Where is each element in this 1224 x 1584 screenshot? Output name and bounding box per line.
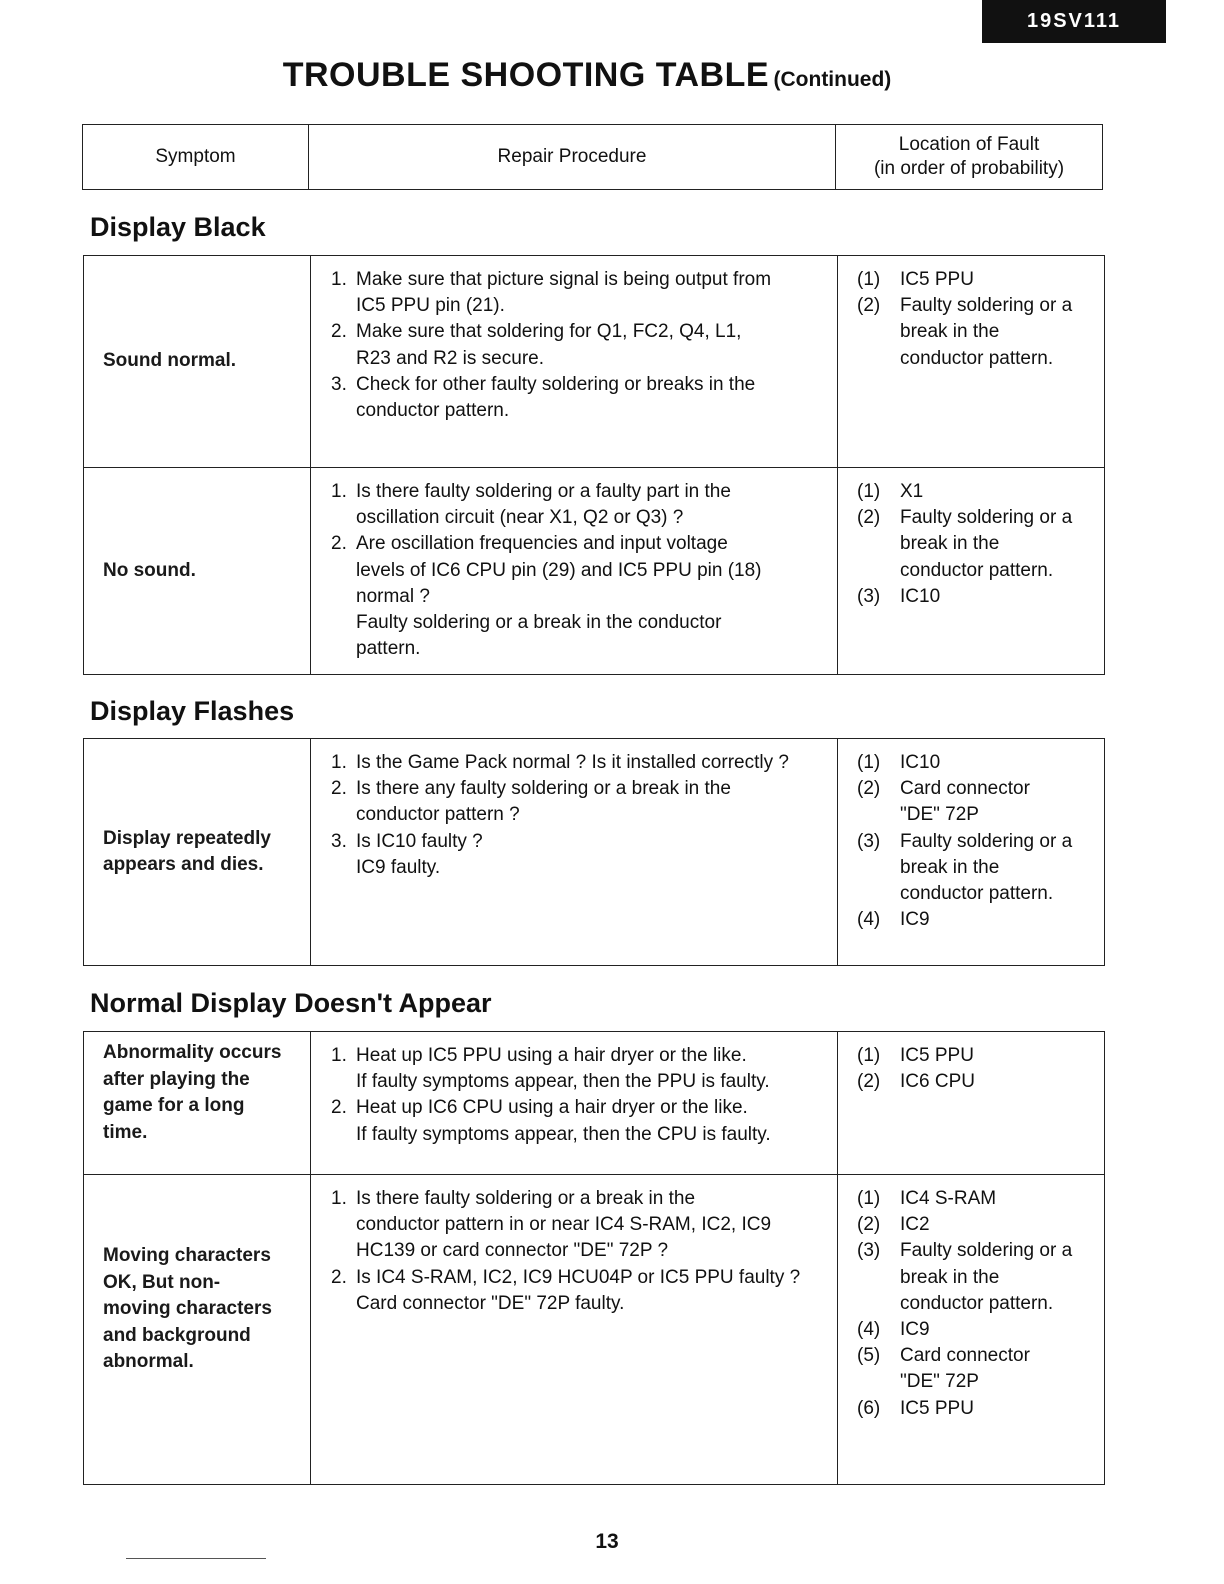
fault-number: (2) <box>857 295 881 317</box>
fault-line: Faulty soldering or a <box>900 830 1073 852</box>
step-number: 3. <box>331 373 347 395</box>
procedure-step <box>331 1265 825 1317</box>
step-line: normal ? <box>356 585 430 607</box>
section-title-display-flashes: Display Flashes <box>90 696 295 726</box>
fault-line: conductor pattern. <box>900 347 1054 369</box>
fault-number: (6) <box>857 1397 881 1419</box>
table-display-flashes <box>83 738 1105 966</box>
fault-item <box>857 1396 1094 1422</box>
step-number: 2. <box>331 778 347 800</box>
fault-number: (2) <box>857 1214 881 1236</box>
step-number: 1. <box>331 269 347 290</box>
symptom-cell <box>84 739 311 965</box>
note-line: Faulty soldering or a break in the conductor <box>356 612 722 634</box>
procedure-step <box>331 267 825 319</box>
fault-number: (3) <box>857 1240 881 1262</box>
page-title <box>0 56 1174 95</box>
header-location-line: (in order of probability) <box>873 158 1065 179</box>
step-line: Heat up IC6 CPU using a hair dryer or the like. <box>356 1097 748 1119</box>
step-line: If faulty symptoms appear, then the CPU is faulty. <box>356 1123 771 1145</box>
fault-line: IC5 PPU <box>900 269 974 290</box>
symptom-line: appears and dies. <box>103 854 264 875</box>
fault-number: (1) <box>857 752 881 773</box>
table-row <box>84 1032 1104 1174</box>
step-line: conductor pattern ? <box>356 804 520 826</box>
note-line: pattern. <box>356 638 421 660</box>
fault-line: Faulty soldering or a <box>900 507 1073 529</box>
fault-line: break in the <box>900 1266 1000 1288</box>
step-line: levels of IC6 CPU pin (29) and IC5 PPU pin (18) <box>356 559 762 581</box>
procedure-note <box>331 855 825 881</box>
symptom-line: Sound normal. <box>103 350 236 372</box>
procedure-step <box>331 829 825 855</box>
table-row <box>84 1174 1104 1484</box>
fault-item <box>857 1069 1094 1095</box>
symptom-cell <box>84 1032 311 1174</box>
section-title-normal-display: Normal Display Doesn't Appear <box>90 988 492 1018</box>
step-line: conductor pattern. <box>356 400 510 422</box>
fault-number: (1) <box>857 1188 881 1209</box>
table-header <box>82 124 1103 190</box>
fault-item <box>857 907 1094 933</box>
location-cell <box>838 1175 1104 1484</box>
page-number: 13 <box>595 1530 619 1553</box>
fault-item <box>857 479 1094 505</box>
fault-line: break in the <box>900 856 1000 878</box>
fault-line: Card connector <box>900 778 1030 800</box>
model-tag: 19SV111 <box>982 0 1166 43</box>
fault-number: (4) <box>857 1319 881 1341</box>
symptom-line: and background <box>103 1324 251 1346</box>
fault-line: "DE" 72P <box>900 1371 979 1393</box>
fault-item <box>857 750 1094 776</box>
step-line: IC5 PPU pin (21). <box>356 295 505 317</box>
fault-line: conductor pattern. <box>900 559 1054 581</box>
fault-number: (2) <box>857 507 881 529</box>
table-normal-display <box>83 1031 1105 1485</box>
fault-line: IC9 <box>900 1319 930 1341</box>
procedure-cell <box>311 256 838 467</box>
step-line: Is the Game Pack normal ? Is it installed correctly ? <box>356 752 789 773</box>
step-line: R23 and R2 is secure. <box>356 347 544 369</box>
fault-line: break in the <box>900 321 1000 343</box>
table-row <box>84 256 1104 467</box>
note-line: IC9 faulty. <box>356 856 441 878</box>
procedure-step <box>331 1095 825 1147</box>
fault-item <box>857 1238 1094 1317</box>
symptom-cell <box>84 256 311 467</box>
location-cell <box>838 468 1104 674</box>
fault-number: (1) <box>857 269 881 290</box>
symptom-cell <box>84 1175 311 1484</box>
symptom-line: game for a long <box>103 1095 245 1116</box>
step-number: 2. <box>331 533 347 555</box>
fault-line: conductor pattern. <box>900 1292 1054 1314</box>
symptom-cell <box>84 468 311 674</box>
step-number: 1. <box>331 481 347 502</box>
fault-line: IC10 <box>900 752 941 773</box>
fault-item <box>857 1186 1094 1212</box>
symptom-line: after playing the <box>103 1068 250 1090</box>
fault-item <box>857 829 1094 908</box>
fault-item <box>857 1043 1094 1069</box>
symptom-line: Abnormality occurs <box>103 1042 282 1063</box>
page-title-continued: (Continued) <box>773 68 892 91</box>
step-line: If faulty symptoms appear, then the PPU is faulty. <box>356 1071 770 1093</box>
fault-number: (2) <box>857 1071 881 1093</box>
procedure-cell <box>311 739 838 965</box>
header-symptom: Symptom <box>83 125 309 189</box>
step-line: Are oscillation frequencies and input voltage <box>356 533 728 555</box>
procedure-step <box>331 479 825 531</box>
fault-item <box>857 1212 1094 1238</box>
page-title-main: TROUBLE SHOOTING TABLE <box>282 56 770 94</box>
fault-line: Faulty soldering or a <box>900 295 1073 317</box>
step-number: 1. <box>331 752 347 773</box>
fault-line: break in the <box>900 533 1000 555</box>
fault-number: (5) <box>857 1345 881 1367</box>
header-location-line: Location of Fault <box>898 134 1040 155</box>
step-line: Is IC10 faulty ? <box>356 830 483 852</box>
table-row <box>84 739 1104 965</box>
symptom-line: moving characters <box>103 1298 272 1320</box>
step-number: 1. <box>331 1045 347 1066</box>
step-line: conductor pattern in or near IC4 S-RAM, IC2, IC9 <box>356 1214 772 1236</box>
fault-number: (3) <box>857 585 881 607</box>
header-procedure: Repair Procedure <box>309 125 836 189</box>
step-line: Is there any faulty soldering or a break in the <box>356 778 731 800</box>
fault-line: IC5 PPU <box>900 1045 974 1066</box>
location-cell <box>838 256 1104 467</box>
fault-line: conductor pattern. <box>900 883 1054 905</box>
fault-line: IC2 <box>900 1214 930 1236</box>
fault-item <box>857 584 1094 610</box>
symptom-line: abnormal. <box>103 1351 194 1373</box>
location-cell <box>838 739 1104 965</box>
step-line: HC139 or card connector "DE" 72P ? <box>356 1240 669 1262</box>
step-line: Is there faulty soldering or a faulty part in the <box>356 481 731 502</box>
procedure-step <box>331 1186 825 1265</box>
step-line: Heat up IC5 PPU using a hair dryer or the like. <box>356 1045 747 1066</box>
fault-number: (2) <box>857 778 881 800</box>
bottom-rule <box>126 1558 266 1559</box>
fault-number: (3) <box>857 830 881 852</box>
symptom-line: Display repeatedly <box>103 827 271 849</box>
fault-line: IC5 PPU <box>900 1397 974 1419</box>
step-line: oscillation circuit (near X1, Q2 or Q3) ? <box>356 507 684 529</box>
symptom-line: No sound. <box>103 559 196 581</box>
fault-line: "DE" 72P <box>900 804 979 826</box>
fault-line: Card connector <box>900 1345 1030 1367</box>
step-line: Card connector "DE" 72P faulty. <box>356 1292 625 1314</box>
symptom-line: time. <box>103 1121 148 1143</box>
step-line: Make sure that picture signal is being output from <box>356 269 772 290</box>
step-line: Is there faulty soldering or a break in the <box>356 1188 696 1209</box>
step-line: Make sure that soldering for Q1, FC2, Q4, L1, <box>356 321 742 343</box>
procedure-cell <box>311 1175 838 1484</box>
step-line: Check for other faulty soldering or breaks in the <box>356 373 756 395</box>
fault-number: (1) <box>857 481 881 502</box>
fault-line: Faulty soldering or a <box>900 1240 1073 1262</box>
procedure-step <box>331 372 825 424</box>
fault-line: IC4 S-RAM <box>900 1188 997 1209</box>
step-number: 2. <box>331 1266 347 1288</box>
fault-number: (4) <box>857 909 881 931</box>
procedure-note <box>331 610 825 662</box>
fault-number: (1) <box>857 1045 881 1066</box>
symptom-line: Moving characters <box>103 1245 271 1267</box>
procedure-step <box>331 531 825 610</box>
step-number: 1. <box>331 1188 347 1209</box>
fault-line: IC9 <box>900 909 930 931</box>
step-line: Is IC4 S-RAM, IC2, IC9 HCU04P or IC5 PPU faulty ? <box>356 1266 801 1288</box>
fault-line: X1 <box>900 481 924 502</box>
procedure-step <box>331 319 825 371</box>
section-title-display-black: Display Black <box>90 212 266 242</box>
table-row <box>84 467 1104 674</box>
procedure-step <box>331 776 825 828</box>
fault-item <box>857 776 1094 828</box>
fault-line: IC6 CPU <box>900 1071 975 1093</box>
procedure-step <box>331 1043 825 1095</box>
step-number: 3. <box>331 830 347 852</box>
procedure-cell <box>311 1032 838 1174</box>
fault-item <box>857 1317 1094 1343</box>
fault-item <box>857 505 1094 584</box>
fault-item <box>857 1343 1094 1395</box>
step-number: 2. <box>331 321 347 343</box>
table-display-black <box>83 255 1105 675</box>
fault-item <box>857 293 1094 372</box>
step-number: 2. <box>331 1097 347 1119</box>
fault-line: IC10 <box>900 585 941 607</box>
symptom-line: OK, But non- <box>103 1271 221 1293</box>
location-cell <box>838 1032 1104 1174</box>
procedure-cell <box>311 468 838 674</box>
header-location <box>836 125 1102 189</box>
fault-item <box>857 267 1094 293</box>
procedure-step <box>331 750 825 776</box>
